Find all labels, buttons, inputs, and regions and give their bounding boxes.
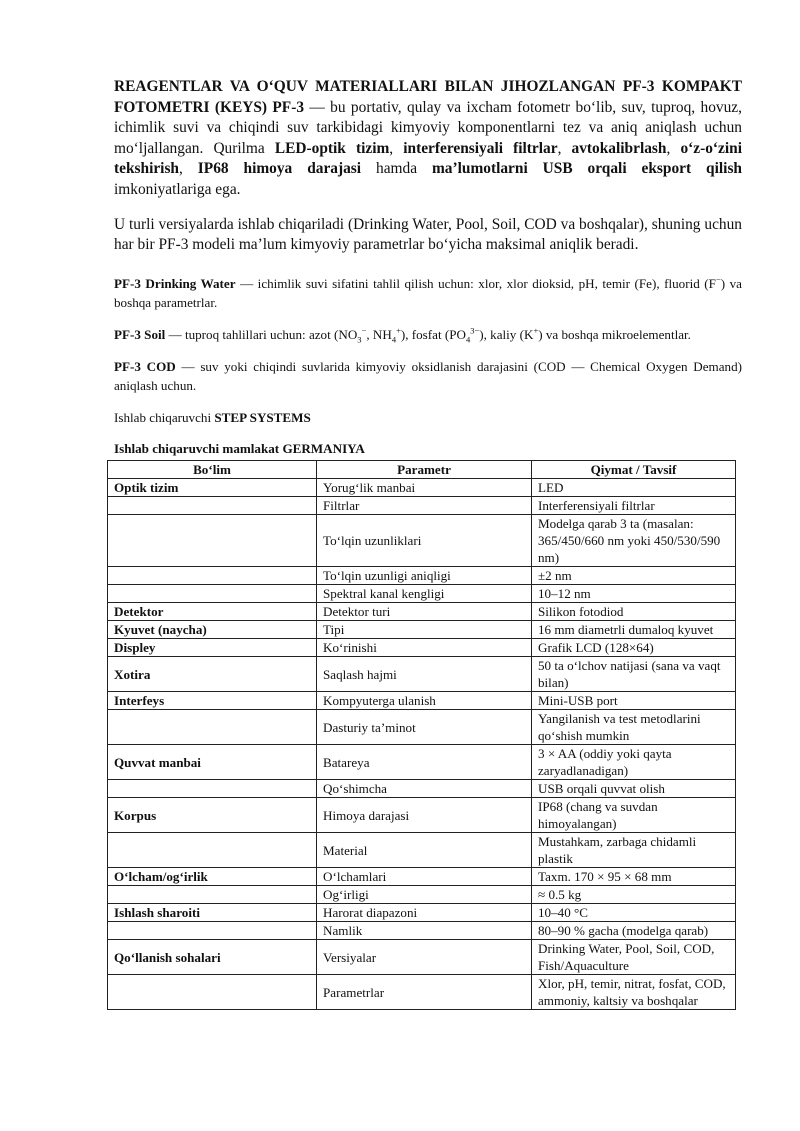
- value-cell: Grafik LCD (128×64): [532, 639, 736, 657]
- parameter-cell: Himoya darajasi: [317, 798, 532, 833]
- value-cell: 50 ta o‘lchov natijasi (sana va vaqt bilan): [532, 657, 736, 692]
- parameter-cell: Material: [317, 833, 532, 868]
- table-row: [108, 886, 736, 904]
- column-header: Qiymat / Tavsif: [532, 461, 736, 479]
- section-cell: [108, 567, 317, 585]
- section-cell: [108, 710, 317, 745]
- table-row: [108, 603, 736, 621]
- value-cell: ≈ 0.5 kg: [532, 886, 736, 904]
- section-cell: Detektor: [108, 603, 317, 621]
- value-cell: Yangilanish va test metodlarini qo‘shish mumkin: [532, 710, 736, 745]
- parameter-cell: Tipi: [317, 621, 532, 639]
- parameter-cell: Detektor turi: [317, 603, 532, 621]
- table-row: [108, 515, 736, 567]
- section-cell: Xotira: [108, 657, 317, 692]
- versions-paragraph: U turli versiyalarda ishlab chiqariladi (Drinking Water, Pool, Soil, COD va boshqalar), shuning uchun har bir PF-3 modeli ma’lum kimyoviy parametrlar bo‘yicha maksimal aniqlik beradi.: [114, 215, 742, 254]
- value-cell: 10–12 nm: [532, 585, 736, 603]
- parameter-cell: Yorug‘lik manbai: [317, 479, 532, 497]
- parameter-cell: Parametrlar: [317, 975, 532, 1010]
- value-cell: ±2 nm: [532, 567, 736, 585]
- table-row: [108, 585, 736, 603]
- parameter-cell: Harorat diapazoni: [317, 904, 532, 922]
- cod-paragraph: PF-3 COD — suv yoki chiqindi suvlarida kimyoviy oksidlanish darajasini (COD — Chemical Oxygen Demand) aniqlash uchun.: [114, 358, 743, 393]
- country-line: Ishlab chiqaruvchi mamlakat GERMANIYA: [114, 440, 365, 456]
- table-row: [108, 922, 736, 940]
- table-row: [108, 940, 736, 975]
- parameter-cell: Og‘irligi: [317, 886, 532, 904]
- table-row: [108, 657, 736, 692]
- section-cell: [108, 975, 317, 1010]
- value-cell: 3 × AA (oddiy yoki qayta zaryadlanadigan): [532, 745, 736, 780]
- section-cell: O‘lcham/og‘irlik: [108, 868, 317, 886]
- table-row: [108, 479, 736, 497]
- section-cell: [108, 922, 317, 940]
- drinking-water-paragraph: PF-3 Drinking Water — ichimlik suvi sifatini tahlil qilish uchun: xlor, xlor dioksid, pH, temir (Fe), fluorid (F−) va boshqa parametrlar.: [114, 274, 742, 310]
- value-cell: Mini-USB port: [532, 692, 736, 710]
- value-cell: LED: [532, 479, 736, 497]
- table-row: [108, 975, 736, 1010]
- table-row: [108, 639, 736, 657]
- spec-table: [107, 460, 736, 1010]
- value-cell: Modelga qarab 3 ta (masalan: 365/450/660 nm yoki 450/530/590 nm): [532, 515, 736, 567]
- section-cell: Interfeys: [108, 692, 317, 710]
- table-row: [108, 745, 736, 780]
- table-row: [108, 798, 736, 833]
- parameter-cell: O‘lchamlari: [317, 868, 532, 886]
- value-cell: 80–90 % gacha (modelga qarab): [532, 922, 736, 940]
- parameter-cell: Saqlash hajmi: [317, 657, 532, 692]
- table-row: [108, 780, 736, 798]
- parameter-cell: Filtrlar: [317, 497, 532, 515]
- parameter-cell: To‘lqin uzunligi aniqligi: [317, 567, 532, 585]
- value-cell: Drinking Water, Pool, Soil, COD, Fish/Aquaculture: [532, 940, 736, 975]
- table-row: [108, 497, 736, 515]
- section-cell: [108, 886, 317, 904]
- product-title: REAGENTLAR VA O‘QUV MATERIALLARI BILAN JIHOZLANGAN PF-3 KOMPAKT FOTOMETRI (KEYS) PF-3: [114, 78, 742, 116]
- value-cell: 10–40 °C: [532, 904, 736, 922]
- section-cell: Ishlash sharoiti: [108, 904, 317, 922]
- column-header: Parametr: [317, 461, 532, 479]
- manufacturer-line: Ishlab chiqaruvchi STEP SYSTEMS: [114, 409, 311, 425]
- section-cell: [108, 515, 317, 567]
- soil-paragraph: PF-3 Soil — tuproq tahlillari uchun: azot ($NO_3^-$, $NH_4^+$), fosfat $(PO_4^{3-})$, kaliy (K+) va boshqa mikroelementlar.: [114, 325, 691, 345]
- section-cell: [108, 585, 317, 603]
- parameter-cell: Namlik: [317, 922, 532, 940]
- table-row: [108, 833, 736, 868]
- value-cell: USB orqali quvvat olish: [532, 780, 736, 798]
- section-cell: Displey: [108, 639, 317, 657]
- table-row: [108, 567, 736, 585]
- section-cell: Kyuvet (naycha): [108, 621, 317, 639]
- section-cell: Korpus: [108, 798, 317, 833]
- value-cell: Taxm. 170 × 95 × 68 mm: [532, 868, 736, 886]
- section-cell: Quvvat manbai: [108, 745, 317, 780]
- parameter-cell: Batareya: [317, 745, 532, 780]
- table-row: [108, 868, 736, 886]
- table-row: [108, 692, 736, 710]
- parameter-cell: Versiyalar: [317, 940, 532, 975]
- table-row: [108, 904, 736, 922]
- parameter-cell: Qo‘shimcha: [317, 780, 532, 798]
- value-cell: Interferensiyali filtrlar: [532, 497, 736, 515]
- section-cell: Qo‘llanish sohalari: [108, 940, 317, 975]
- value-cell: Mustahkam, zarbaga chidamli plastik: [532, 833, 736, 868]
- section-cell: Optik tizim: [108, 479, 317, 497]
- value-cell: Silikon fotodiod: [532, 603, 736, 621]
- section-cell: [108, 833, 317, 868]
- parameter-cell: Dasturiy ta’minot: [317, 710, 532, 745]
- value-cell: 16 mm diametrli dumaloq kyuvet: [532, 621, 736, 639]
- parameter-cell: Ko‘rinishi: [317, 639, 532, 657]
- table-row: [108, 710, 736, 745]
- section-cell: [108, 497, 317, 515]
- intro-paragraph: REAGENTLAR VA O‘QUV MATERIALLARI BILAN JIHOZLANGAN PF-3 KOMPAKT FOTOMETRI (KEYS) PF-3 — bu portativ, qulay va ixcham fotometr bo‘lib, suv, tuproq, hovuz, ichimlik suvi va chiqindi suv tarkibidagi kimyoviy komponentlarni tez va aniq aniqlash uchun mo‘ljallangan. Qurilma LED-optik tizim, interferensiyali filtrlar, avtokalibrlash, o‘z-o‘zini tekshirish, IP68 himoya darajasi hamda ma’lumotlarni USB orqali eksport qilish imkoniyatlariga ega.: [114, 78, 742, 198]
- table-row: [108, 621, 736, 639]
- section-cell: [108, 780, 317, 798]
- table-header-row: [108, 461, 736, 479]
- value-cell: IP68 (chang va suvdan himoyalangan): [532, 798, 736, 833]
- parameter-cell: Spektral kanal kengligi: [317, 585, 532, 603]
- parameter-cell: To‘lqin uzunliklari: [317, 515, 532, 567]
- parameter-cell: Kompyuterga ulanish: [317, 692, 532, 710]
- column-header: Bo‘lim: [108, 461, 317, 479]
- value-cell: Xlor, pH, temir, nitrat, fosfat, COD, ammoniy, kaltsiy va boshqalar: [532, 975, 736, 1010]
- document-page: [114, 77, 743, 1008]
